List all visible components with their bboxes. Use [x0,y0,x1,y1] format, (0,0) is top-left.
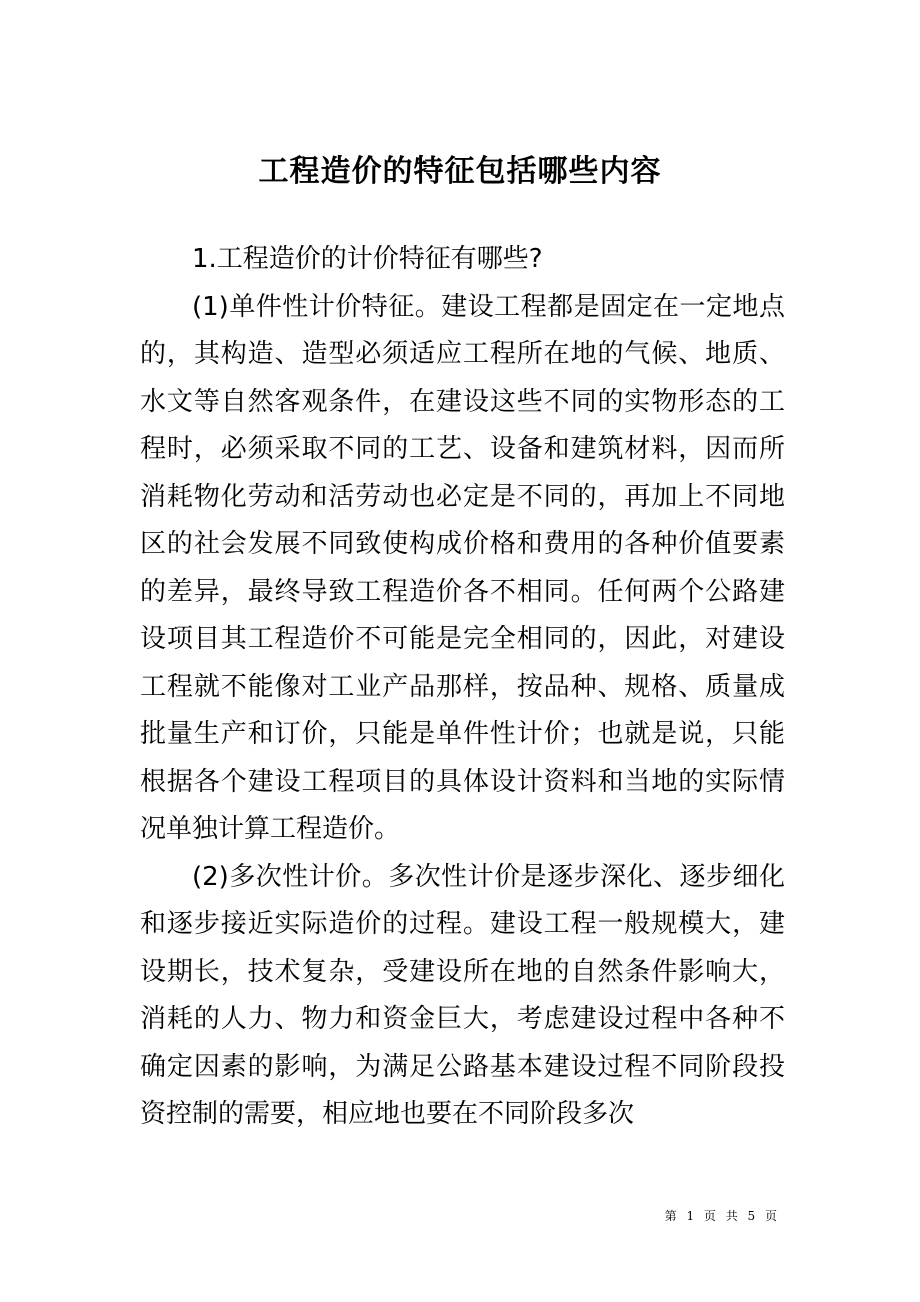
page-title: 工程造价的特征包括哪些内容 [258,154,662,190]
paragraph-single-pricing: (1)单件性计价特征。建设工程都是固定在一定地点的，其构造、造型必须适应工程所在地的气候、地质、水文等自然客观条件，在建设这些不同的实物形态的工程时，必须采取不同的工艺、设备和建筑材料，因而所消耗物化劳动和活劳动也必定是不同的，再加上不同地区的社会发展不同致使构成价格和费用的各种价值要素的差异，最终导致工程造价各不相同。任何两个公路建设项目其工程造价不可能是完全相同的，因此，对建设工程就不能像对工业产品那样，按品种、规格、质量成批量生产和订价，只能是单件性计价；也就是说，只能根据各个建设工程项目的具体设计资料和当地的实际情况单独计算工程造价。 [140,291,785,844]
page-footer-number: 第 1 页 共 5 页 [664,1209,780,1223]
paragraph-question-heading: 1.工程造价的计价特征有哪些? [192,244,543,274]
paragraph-multiple-pricing: (2)多次性计价。多次性计价是逐步深化、逐步细化和逐步接近实际造价的过程。建设工程一般规模大，建设期长，技术复杂，受建设所在地的自然条件影响大，消耗的人力、物力和资金巨大，考虑建设过程中各种不确定因素的影响，为满足公路基本建设过程不同阶段投资控制的需要，相应地也要在不同阶段多次 [140,861,785,1129]
document-body [140,236,785,1139]
